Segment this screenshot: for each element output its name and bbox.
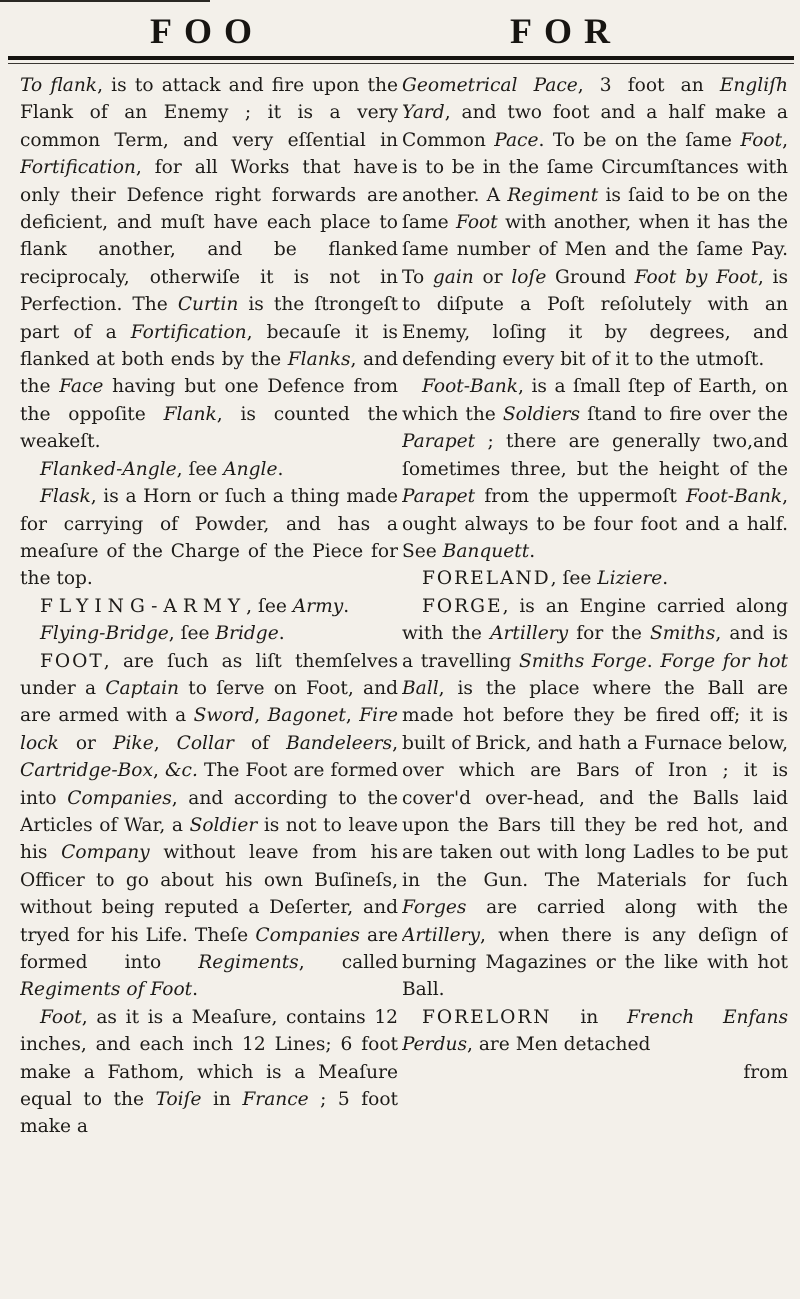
text-run: , — [392, 732, 398, 754]
entry-foot-bank — [402, 373, 788, 565]
entry-forge — [402, 593, 788, 1004]
text-run: , 3 foot an — [577, 75, 720, 96]
text-run: FORGE — [422, 595, 503, 617]
text-run: , ſee — [176, 458, 224, 480]
text-run: Flying-Bridge — [40, 623, 169, 645]
text-run: , and according to the Articles of War, a — [20, 787, 398, 836]
text-run: , is an Engine carried along with the — [402, 595, 788, 645]
text-run: Toiſe — [155, 1089, 202, 1111]
text-run: , as it is a Meaſure, contains 12 inches, and each inch 12 Lines; 6 foot make a Fathom, which is a Meaſure equal to the — [20, 1006, 398, 1111]
text-run: , becauſe it is flanked at both ends by the — [20, 321, 398, 371]
text-run: Artillery — [402, 924, 481, 946]
text-run: Flank — [163, 403, 217, 425]
text-run: is not to leave his — [20, 814, 398, 864]
text-run: with another, when it has the ſame number of Men and the ſame Pay. To — [402, 212, 788, 288]
text-run: Smiths Forge — [518, 650, 647, 672]
running-header — [0, 0, 800, 52]
text-run: FOOT — [40, 650, 104, 672]
text-run: FORELAND — [422, 568, 551, 590]
text-run: Regiment — [507, 184, 599, 206]
entry-flanked-angle — [20, 456, 398, 483]
text-run: are carried along with the — [466, 897, 788, 919]
entry-foreland — [402, 565, 788, 592]
header-right-word: FOR — [510, 11, 622, 51]
text-run: or — [58, 732, 113, 754]
text-run: in — [201, 1089, 243, 1111]
text-run: Fire lock — [20, 705, 398, 754]
text-run: Captain — [105, 677, 180, 699]
text-run: Sword — [193, 705, 255, 727]
text-run: Collar — [176, 732, 234, 754]
text-run: Banquett — [442, 540, 530, 562]
text-run: , is to attack and fire upon the Flank of an Enemy ; it is a very common Term, and very eſſential in — [20, 75, 398, 151]
text-run: Pace — [494, 129, 539, 151]
entry-foot-measure — [20, 1004, 398, 1141]
top-edge-rule — [0, 0, 210, 2]
text-run: Bagonet — [267, 705, 346, 727]
text-run: for the — [568, 623, 650, 645]
text-run: to ſerve on Foot, and are armed with a — [20, 677, 398, 727]
left-column — [20, 72, 398, 1292]
text-run: . To be on the ſame — [538, 129, 741, 151]
text-run: Regiments — [198, 952, 299, 973]
text-run: Foot — [40, 1006, 82, 1028]
text-run: , called — [298, 952, 398, 973]
text-run: Smiths — [650, 623, 716, 645]
text-run: , when there is any deſign of burning Magazines or the like with hot Ball. — [402, 924, 788, 1001]
text-run: Curtin — [177, 294, 239, 316]
text-run: Engliſh Yard — [402, 75, 788, 124]
text-run: without leave from his Officer to go about his own Buſineſs, without being reputed a Deſerter, and tryed for his Life. Theſe — [20, 842, 398, 946]
entry-forelorn — [402, 1004, 788, 1059]
entry-flying-army — [20, 593, 398, 620]
text-run: . — [662, 568, 669, 590]
text-run: Forges — [402, 897, 467, 919]
text-run: To flank — [20, 75, 98, 96]
text-run: from the uppermoſt — [475, 486, 687, 508]
text-run: Flask — [40, 486, 91, 508]
text-run: Bridge — [215, 623, 279, 645]
text-run: Pike — [112, 732, 154, 754]
text-run: is ſaid to be on the ſame — [402, 184, 788, 234]
text-run: are formed into — [20, 924, 398, 973]
text-run: , ſee — [246, 595, 293, 617]
text-run: . — [529, 540, 536, 562]
text-run: Foot by Foot — [634, 266, 758, 288]
text-run: Parapet — [402, 486, 476, 508]
text-run: Foot-Bank — [686, 486, 783, 508]
text-run: Flanked-Angle — [40, 458, 177, 480]
text-run: is the ſtrongeſt part of a — [20, 294, 398, 343]
text-run: , ought always to be four foot and a half. See — [402, 486, 788, 562]
text-run: . — [277, 458, 284, 480]
text-run: , — [345, 705, 360, 727]
text-run: FLYING-ARMY — [40, 595, 247, 617]
text-run: Companies — [255, 924, 360, 946]
text-run: , is to diſpute a Poſt reſolutely with an Enemy, loſing it by degrees, and defending every bit of it to the utmoſt. — [402, 266, 788, 371]
text-run: , are Men detached — [467, 1034, 651, 1056]
entry-geometrical-pace — [402, 72, 788, 373]
text-run: of — [233, 732, 287, 754]
text-run: , are ſuch as liſt themſelves under a — [20, 650, 398, 699]
text-run: Forge for hot Ball — [402, 650, 788, 699]
text-run: Army — [292, 595, 344, 617]
text-run: Angle — [223, 458, 278, 480]
text-run: French Enfans Perdus — [402, 1006, 788, 1056]
text-run: Foot-Bank — [422, 376, 519, 398]
text-run: Fortification — [130, 321, 247, 343]
text-run: , is counted the weakeſt. — [20, 403, 398, 453]
text-run: Foot — [455, 212, 498, 234]
text-run: &c. — [165, 760, 198, 782]
text-run: loſe — [511, 266, 547, 288]
text-run: in — [551, 1006, 628, 1028]
catchword: from — [743, 1061, 788, 1083]
text-run: gain — [432, 266, 474, 288]
header-left-word: FOO — [150, 11, 264, 51]
text-run: FORELORN — [422, 1006, 552, 1028]
text-run: . — [192, 979, 199, 1001]
text-run: France — [242, 1089, 309, 1111]
text-run: ; 5 foot make a — [20, 1089, 398, 1138]
text-run: , is the place where the Ball are made hot before they be fired off; it is built of Brick, and hath a Furnace below, over which are Bars of Iron ; it is cover'd over-head, and the Balls laid upon the Bars till they be red hot, and are taken out with long Ladles to be put in the Gun. The Materials for ſuch — [402, 677, 788, 891]
entry-flying-bridge — [20, 620, 398, 647]
entry-to-flank — [20, 72, 398, 456]
text-run: Soldier — [189, 814, 258, 836]
text-run: Bandeleers — [286, 732, 393, 754]
text-run: , ſee — [550, 568, 598, 590]
text-run: Flanks — [287, 349, 351, 371]
header-rule-thin — [8, 63, 794, 64]
text-run: , for all Works that have only their Defence right forwards are deficient, and muſt have each place to flank another, and be flanked reciprocaly, otherwiſe it is not in Perfection. The — [20, 157, 398, 316]
text-run: , and is a travelling — [402, 623, 788, 672]
text-run: ; there are generally two,and ſometimes three, but the height of the — [402, 431, 788, 480]
text-run: Ground — [546, 266, 635, 288]
header-rule-thick — [8, 56, 794, 60]
text-run: Liziere — [597, 568, 663, 590]
right-column — [402, 72, 788, 1292]
text-run: , is a Horn or ſuch a thing made for carrying of Powder, and has a meaſure of the Charge of the Piece for the top. — [20, 486, 398, 590]
text-run: having but one Defence from the oppoſite — [20, 376, 398, 425]
text-run: Company — [61, 842, 150, 864]
text-run: Soldiers — [502, 403, 581, 425]
text-run: . — [343, 595, 350, 617]
entry-flask — [20, 483, 398, 593]
text-run: Artillery — [490, 623, 569, 645]
text-run: , and two foot and a half make a Common — [402, 102, 788, 151]
text-run: Parapet — [402, 431, 476, 453]
text-run: , ſee — [168, 623, 216, 645]
text-run: The Foot are formed into — [20, 760, 398, 809]
text-run: Cartridge-Box — [20, 760, 153, 782]
text-run: . — [646, 650, 661, 672]
text-run: Companies — [67, 787, 172, 809]
text-run: , and the — [20, 349, 398, 398]
text-run: or — [473, 266, 512, 288]
text-run: Geometrical Pace — [402, 75, 578, 96]
text-run: , — [152, 760, 165, 782]
text-run: Fortification — [20, 157, 136, 179]
text-run: , is a ſmall ſtep of Earth, on which the — [402, 376, 788, 425]
text-run: ſtand to fire over the — [580, 403, 788, 425]
text-run: Foot — [740, 129, 783, 151]
text-run: , is to be in the ſame Circumſtances with another. A — [402, 129, 788, 206]
text-run: , — [153, 732, 177, 754]
text-run: , — [254, 705, 268, 727]
entry-foot — [20, 648, 398, 1004]
text-run: . — [278, 623, 285, 645]
text-run: Face — [59, 376, 104, 398]
text-run: Regiments of Foot — [20, 979, 193, 1001]
